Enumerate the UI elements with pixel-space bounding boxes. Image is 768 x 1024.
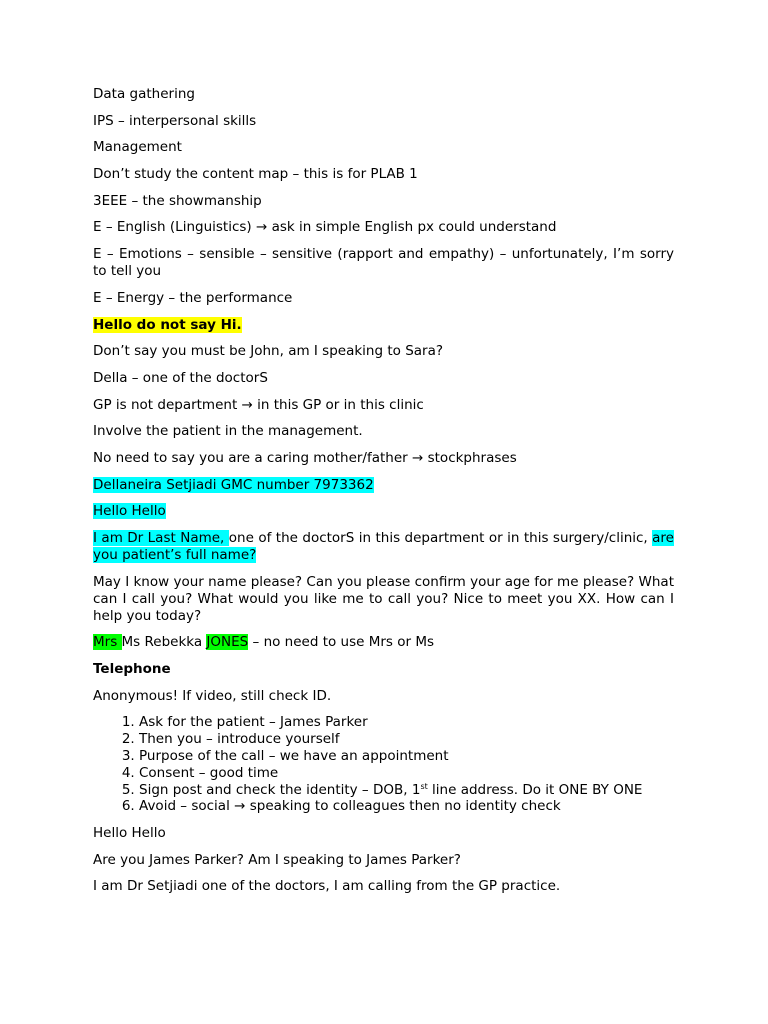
highlighted-text: are you patient’s full name? (93, 530, 674, 563)
highlighted-text: I am Dr Last Name, (93, 530, 229, 546)
text-segment: in this GP or in this clinic (252, 396, 424, 413)
text-line: E – Emotions – sensible – sensitive (rapport and empathy) – unfortunately, I’m sorry to tell you (93, 246, 674, 280)
text-line (93, 530, 674, 564)
text-segment: speaking to colleagues then no identity check (245, 798, 561, 815)
section-heading: Telephone (93, 661, 171, 678)
text-line (93, 477, 674, 494)
text-line: I am Dr Setjiadi one of the doctors, I am calling from the GP practice. (93, 878, 561, 895)
text-line (93, 397, 674, 414)
text-line (93, 450, 674, 467)
text-segment: Ms Rebekka (121, 634, 207, 651)
text-segment: stockphrases (423, 449, 517, 466)
list-item: 1. Ask for the patient – James Parker (139, 714, 674, 731)
text-line (93, 634, 674, 651)
list-item: 3. Purpose of the call – we have an appointment (139, 748, 674, 765)
document-page (93, 86, 674, 905)
list-item: 2. Then you – introduce yourself (139, 731, 674, 748)
highlighted-text: Hello Hello (93, 503, 166, 520)
arrow-icon: → (412, 449, 424, 466)
text-line (93, 219, 674, 236)
text-segment: GP is not department (93, 396, 242, 413)
superscript: st (420, 781, 428, 791)
text-line: 3EEE – the showmanship (93, 192, 262, 209)
text-line: E – Energy – the performance (93, 289, 293, 306)
text-line: Management (93, 139, 182, 156)
list-item (139, 782, 674, 799)
text-segment: E – English (Linguistics) (93, 219, 256, 236)
text-segment: – no need to use Mrs or Ms (248, 634, 435, 651)
telephone-steps-list (93, 714, 674, 815)
list-item (139, 798, 674, 815)
text-line: Are you James Parker? Am I speaking to James Parker? (93, 851, 461, 868)
text-line: Don’t say you must be John, am I speaking to Sara? (93, 343, 444, 360)
text-segment: Sign post and check the identity – DOB, 1 (139, 781, 421, 798)
text-segment: No need to say you are a caring mother/father (93, 449, 412, 466)
text-line: May I know your name please? Can you please confirm your age for me please? What can I call you? What would you like me to call you? Nice to meet you XX. How can I help you today? (93, 573, 674, 624)
highlighted-text: Mrs (93, 634, 122, 651)
text-line: Involve the patient in the management. (93, 423, 363, 440)
text-line: Don’t study the content map – this is for PLAB 1 (93, 166, 418, 183)
arrow-icon: → (234, 798, 246, 815)
arrow-icon: → (241, 396, 253, 413)
text-line: Hello Hello (93, 824, 166, 841)
highlighted-text: Dellaneira Setjiadi GMC number 7973362 (93, 476, 374, 493)
text-segment: ask in simple English px could understand (267, 219, 557, 236)
text-segment: line address. Do it ONE BY ONE (427, 781, 643, 798)
text-line: Della – one of the doctorS (93, 369, 268, 386)
list-item: 4. Consent – good time (139, 765, 674, 782)
text-line (93, 503, 674, 520)
text-line: IPS – interpersonal skills (93, 112, 257, 129)
text-segment: Avoid – social (139, 798, 235, 815)
text-segment: one of the doctorS in this department or in this surgery/clinic, (228, 530, 653, 546)
text-line (93, 317, 674, 334)
text-line: Data gathering (93, 86, 195, 102)
text-line: Anonymous! If video, still check ID. (93, 687, 332, 704)
highlighted-text: Hello do not say Hi. (93, 316, 242, 333)
highlighted-text: JONES (206, 634, 249, 651)
arrow-icon: → (255, 219, 268, 236)
